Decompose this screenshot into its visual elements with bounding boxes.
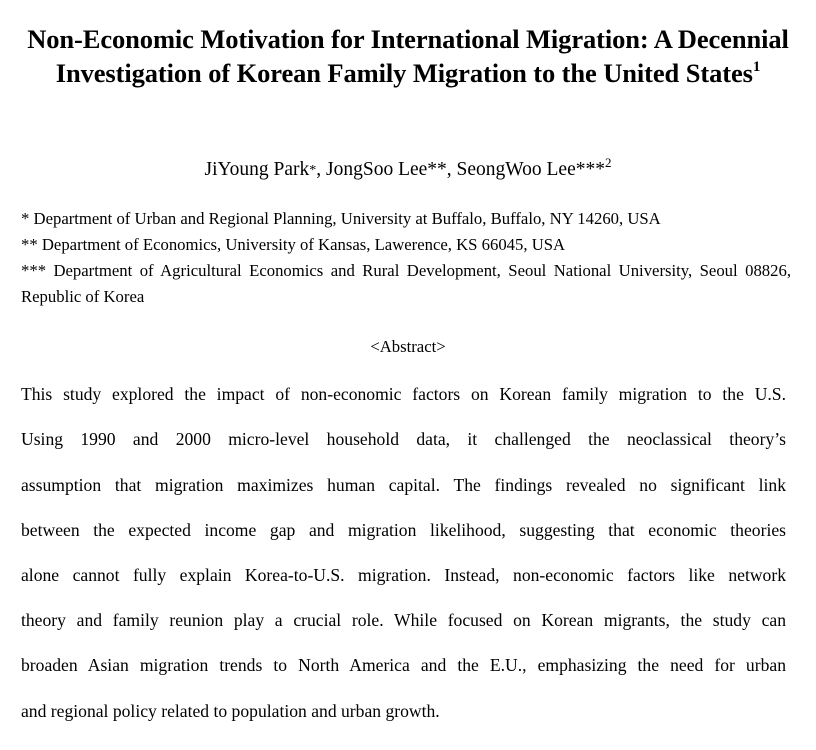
abstract-heading: <Abstract> [370, 337, 446, 356]
author-separator: , [446, 159, 457, 180]
affiliation-item: * Department of Urban and Regional Planning, University at Buffalo, Buffalo, NY 14260, USA [21, 209, 661, 228]
abstract-line: between the expected income gap and migration likelihood, suggesting that economic theories [21, 520, 786, 540]
abstract-line: and regional policy related to population and urban growth. [21, 701, 440, 721]
corresponding-footnote-marker: 2 [605, 155, 612, 170]
author-name: JongSoo Lee [326, 159, 428, 180]
abstract-line: alone cannot fully explain Korea-to-U.S. migration. Instead, non-economic factors like network [21, 565, 786, 585]
author-affiliation-mark: *** [575, 159, 605, 180]
affiliation-item: *** Department of Agricultural Economics and Rural Development, Seoul National University, Seoul 08826, Republic of Korea [21, 261, 791, 306]
abstract-line: This study explored the impact of non-economic factors on Korean family migration to the U.S. [21, 384, 786, 404]
author-name: SeongWoo Lee [456, 159, 576, 180]
author-separator: , [316, 159, 327, 180]
author-line [0, 157, 816, 184]
paper-title [20, 22, 796, 90]
affiliations [21, 206, 791, 310]
title-footnote-marker: 1 [752, 59, 761, 75]
abstract-line: Using 1990 and 2000 micro-level household data, it challenged the neoclassical theory’s [21, 429, 786, 449]
affiliation-item: ** Department of Economics, University of Kansas, Lawerence, KS 66045, USA [21, 235, 566, 254]
author-affiliation-mark: * [309, 163, 317, 178]
paper-title-text: Non-Economic Motivation for International Migration: A Decennial Investigation of Korean Family Migration to the United States [27, 24, 789, 88]
abstract-line: theory and family reunion play a crucial role. While focused on Korean migrants, the study can [21, 610, 786, 630]
abstract-line: broaden Asian migration trends to North America and the E.U., emphasizing the need for urban [21, 655, 786, 675]
author-name: JiYoung Park [204, 159, 310, 180]
author-affiliation-mark: ** [427, 159, 447, 180]
abstract-line: assumption that migration maximizes human capital. The findings revealed no significant link [21, 475, 786, 495]
